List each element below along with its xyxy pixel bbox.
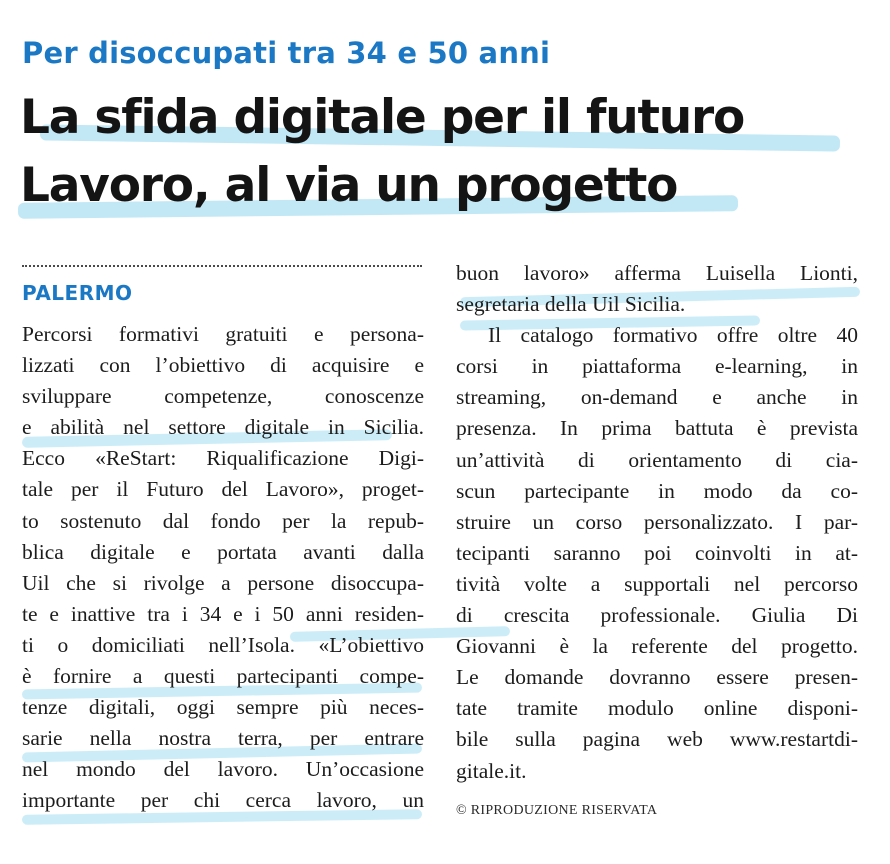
body-line: tale per il Futuro del Lavoro», proget- [22,477,424,502]
body-line: e abilità nel settore digitale in Sicilia. [22,415,424,440]
headline-line: La sfida digitale per il futuro [20,90,745,145]
body-line: ti o domiciliati nell’Isola. «L’obiettivo [22,632,424,657]
copyright-notice: © RIPRODUZIONE RISERVATA [456,803,658,818]
body-line: Giovanni è la referente del progetto. [456,634,858,659]
dateline: PALERMO [22,281,133,305]
body-line: di crescita professionale. Giulia Di [456,603,858,628]
body-line: presenza. In prima battuta è prevista [456,416,858,441]
body-line: sarie nella nostra terra, per entrare [22,726,424,751]
body-line: bile sulla pagina web www.restartdi- [456,727,858,752]
body-line: blica digitale e portata avanti dalla [22,539,424,564]
body-line: nel mondo del lavoro. Un’occasione [22,757,424,782]
body-line: struire un corso personalizzato. I par- [456,509,858,534]
dotted-divider [22,265,422,267]
body-line: buon lavoro» afferma Luisella Lionti, [456,261,858,285]
body-line: te e inattive tra i 34 e i 50 anni residen- [22,601,424,626]
article-kicker: Per disoccupati tra 34 e 50 anni [22,36,551,70]
body-line: streaming, on-demand e anche in [456,385,858,410]
body-line: tività volte a supportali nel percorso [456,571,858,596]
body-line: lizzati con l’obiettivo di acquisire e [22,353,424,378]
body-line: Le domande dovranno essere presen- [456,665,858,690]
body-line: importante per chi cerca lavoro, un [22,788,424,813]
body-line: Ecco «ReStart: Riqualificazione Digi- [22,446,424,471]
body-line: è fornire a questi partecipanti compe- [22,664,424,689]
body-line: to sostenuto dal fondo per la repub- [22,508,424,533]
body-column-left [22,319,424,817]
body-line: corsi in piattaforma e-learning, in [456,354,858,379]
body-line: sviluppare competenze, conoscenze [22,384,424,409]
body-line: tenze digitali, oggi sempre più neces- [22,695,424,720]
body-line: tecipanti saranno poi coinvolti in at- [456,540,858,565]
body-line: tate tramite modulo online disponi- [456,696,858,721]
body-line: Percorsi formativi gratuiti e persona- [22,322,424,346]
headline-line: Lavoro, al via un progetto [20,158,678,213]
body-line: gitale.it. [456,758,527,783]
article-headline [20,84,880,220]
body-line: Uil che si rivolge a persone disoccupa- [22,570,424,595]
body-line: Il catalogo formativo offre oltre 40 [488,323,858,348]
body-line: scun partecipante in modo da co- [456,478,858,503]
body-column-right [456,258,858,787]
body-line: segretaria della Uil Sicilia. [456,292,686,317]
body-line: un’attività di orientamento di cia- [456,447,858,472]
